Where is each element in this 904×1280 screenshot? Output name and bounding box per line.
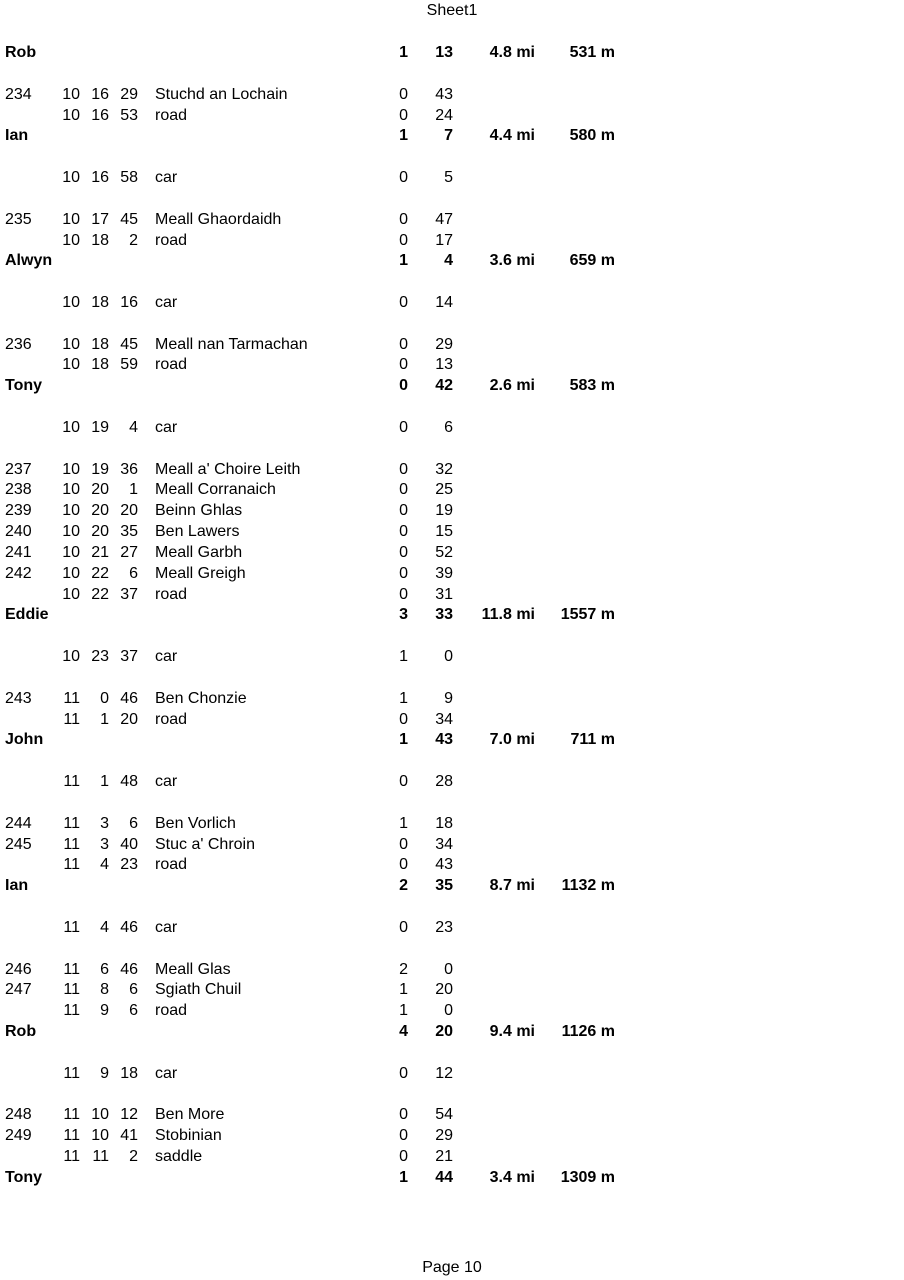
duration-hours: 0 [399,294,408,311]
distance: 4.8 mi [489,44,535,61]
table-row [0,480,904,500]
duration-hours: 0 [399,356,408,374]
duration-minutes: 9 [444,689,453,707]
duration-minutes: 4 [444,252,453,270]
duration-minutes: 20 [435,1023,453,1040]
duration-minutes: 24 [435,106,453,124]
duration-hours: 1 [399,252,408,270]
duration-minutes: 21 [435,1148,453,1165]
duration-hours: 0 [399,543,408,561]
time-second: 16 [120,294,138,311]
place-name: Meall Greigh [155,564,246,582]
hill-number: 248 [5,1106,32,1124]
duration-hours: 0 [399,564,408,582]
place-name: car [155,648,178,666]
place-name: car [155,169,178,186]
ascent: 659 m [569,252,615,270]
time-hour: 11 [63,856,80,874]
hill-number: 238 [5,481,32,499]
duration-hours: 1 [399,1168,408,1186]
place-name: Meall Glas [155,960,231,978]
time-hour: 11 [63,835,80,853]
place-name: road [155,1002,188,1020]
time-minute: 18 [91,356,109,374]
table-row [0,543,904,563]
time-minute: 20 [91,523,109,541]
duration-hours: 1 [399,981,408,999]
table-row [0,980,904,1000]
place-name: saddle [155,1148,203,1165]
time-hour: 10 [62,585,80,603]
place-name: car [155,918,178,936]
duration-hours: 0 [399,85,408,103]
time-hour: 11 [63,1064,80,1082]
place-name: Ben More [155,1106,225,1124]
place-name: car [155,294,178,311]
time-hour: 11 [63,689,80,707]
hill-number: 247 [5,981,32,999]
summary-row [0,376,904,396]
ascent: 711 m [570,731,615,749]
ascent: 1126 m [561,1023,615,1040]
table-row [0,835,904,855]
table-row [0,355,904,375]
place-name: Sgiath Chuil [155,981,242,999]
time-minute: 11 [92,1148,109,1165]
walker-name: Ian [5,877,29,895]
duration-minutes: 42 [435,377,453,395]
time-second: 37 [120,648,138,666]
duration-minutes: 54 [435,1106,453,1124]
sheet-title: Sheet1 [426,2,478,19]
duration-minutes: 23 [435,918,453,936]
time-hour: 10 [62,335,80,353]
place-name: Stuchd an Lochain [155,85,288,103]
table-row [0,335,904,355]
time-minute: 4 [100,856,109,874]
summary-row [0,1168,904,1188]
walker-name: Tony [5,1168,43,1186]
table-row [0,710,904,730]
place-name: road [155,231,188,249]
duration-hours: 1 [399,689,408,707]
duration-hours: 0 [399,585,408,603]
duration-minutes: 29 [435,1127,453,1145]
time-hour: 10 [62,523,80,541]
place-name: Meall Corranaich [155,481,276,499]
duration-minutes: 7 [444,127,453,145]
time-minute: 6 [100,960,109,978]
duration-hours: 2 [399,877,408,895]
time-minute: 1 [100,710,109,728]
table-row [0,293,904,313]
duration-hours: 0 [399,460,408,478]
duration-hours: 0 [399,918,408,936]
time-minute: 10 [91,1106,109,1124]
time-minute: 18 [91,335,109,353]
duration-minutes: 13 [435,44,453,61]
time-second: 46 [120,689,138,707]
time-hour: 10 [62,543,80,561]
time-second: 6 [129,1002,138,1020]
duration-minutes: 0 [444,648,453,666]
walker-name: Rob [5,44,37,61]
duration-minutes: 31 [435,585,453,603]
duration-hours: 1 [399,1002,408,1020]
table-row [0,210,904,230]
table-row [0,85,904,105]
duration-hours: 0 [399,106,408,124]
duration-minutes: 43 [435,731,453,749]
duration-minutes: 29 [435,335,453,353]
ascent: 1557 m [560,606,615,624]
distance: 11.8 mi [481,606,535,624]
duration-minutes: 5 [444,169,453,186]
walker-name: Tony [5,377,43,395]
table-row [0,522,904,542]
duration-hours: 0 [399,710,408,728]
table-row [0,647,904,667]
time-hour: 11 [63,1106,80,1124]
time-minute: 23 [91,648,109,666]
time-minute: 0 [100,689,109,707]
ascent: 583 m [569,377,615,395]
walker-name: Alwyn [5,252,53,270]
duration-hours: 1 [399,44,408,61]
duration-minutes: 17 [435,231,453,249]
duration-minutes: 19 [435,502,453,520]
time-second: 20 [120,710,138,728]
place-name: road [155,856,188,874]
time-second: 6 [129,814,138,832]
summary-row [0,126,904,146]
table-row [0,1126,904,1146]
table-row [0,1001,904,1021]
summary-row [0,251,904,271]
time-hour: 10 [62,106,80,124]
ascent: 1309 m [560,1168,615,1186]
hill-number: 244 [5,814,32,832]
time-minute: 4 [100,918,109,936]
place-name: Meall Ghaordaidh [155,210,282,228]
table-row [0,564,904,584]
ascent: 531 m [569,44,615,61]
time-second: 48 [120,773,138,790]
summary-row [0,1022,904,1042]
duration-minutes: 43 [435,85,453,103]
place-name: road [155,585,188,603]
place-name: car [155,1064,178,1082]
time-second: 2 [129,231,138,249]
hill-number: 241 [5,543,32,561]
duration-hours: 0 [399,481,408,499]
duration-hours: 1 [399,731,408,749]
table-row [0,960,904,980]
place-name: car [155,773,178,790]
table-row [0,460,904,480]
hill-number: 249 [5,1127,32,1145]
duration-minutes: 39 [435,564,453,582]
duration-minutes: 47 [435,210,453,228]
place-name: Stuc a' Chroin [155,835,255,853]
place-name: Meall a' Choire Leith [155,460,301,478]
duration-hours: 0 [399,502,408,520]
walker-name: Ian [5,127,29,145]
hill-number: 240 [5,523,32,541]
table-row [0,1147,904,1167]
time-hour: 11 [63,814,80,832]
walker-name: John [5,731,44,749]
distance: 3.6 mi [489,252,535,270]
summary-row [0,876,904,896]
time-second: 20 [120,502,138,520]
duration-hours: 0 [399,231,408,249]
table-row [0,501,904,521]
table-row [0,918,904,938]
time-hour: 10 [62,648,80,666]
duration-hours: 0 [399,169,408,186]
table-row [0,1064,904,1084]
hill-number: 246 [5,960,32,978]
time-minute: 18 [91,294,109,311]
duration-hours: 0 [399,377,408,395]
time-minute: 17 [91,210,109,228]
duration-hours: 0 [399,1064,408,1082]
time-minute: 19 [91,418,109,436]
time-minute: 20 [91,481,109,499]
duration-minutes: 32 [435,460,453,478]
table-row [0,689,904,709]
time-second: 37 [120,585,138,603]
time-hour: 11 [63,918,80,936]
duration-hours: 1 [399,648,408,666]
hill-number: 237 [5,460,32,478]
time-hour: 10 [62,460,80,478]
time-second: 4 [129,418,138,436]
duration-minutes: 25 [435,481,453,499]
duration-hours: 1 [399,127,408,145]
time-hour: 10 [62,418,80,436]
duration-minutes: 14 [435,294,453,311]
duration-minutes: 0 [444,960,453,978]
duration-hours: 0 [399,210,408,228]
table-row [0,814,904,834]
time-minute: 16 [91,169,109,186]
place-name: road [155,710,188,728]
time-second: 35 [120,523,138,541]
time-minute: 16 [91,106,109,124]
place-name: Ben Chonzie [155,689,247,707]
duration-minutes: 35 [435,877,453,895]
time-second: 23 [120,856,138,874]
time-second: 36 [120,460,138,478]
place-name: Stobinian [155,1127,222,1145]
table-row [0,1105,904,1125]
table-row [0,585,904,605]
duration-minutes: 43 [435,856,453,874]
time-hour: 11 [63,773,80,790]
duration-minutes: 28 [435,773,453,790]
place-name: Meall nan Tarmachan [155,335,308,353]
hill-number: 236 [5,335,32,353]
time-minute: 10 [91,1127,109,1145]
time-hour: 10 [62,356,80,374]
distance: 7.0 mi [489,731,535,749]
time-second: 12 [120,1106,138,1124]
time-hour: 11 [63,981,80,999]
table-row [0,418,904,438]
duration-minutes: 34 [435,710,453,728]
time-hour: 11 [63,1148,80,1165]
duration-minutes: 34 [435,835,453,853]
time-second: 45 [120,335,138,353]
table-row [0,231,904,251]
time-second: 41 [120,1127,138,1145]
time-second: 40 [120,835,138,853]
duration-hours: 0 [399,523,408,541]
walker-name: Eddie [5,606,49,624]
duration-minutes: 15 [435,523,453,541]
time-hour: 11 [63,1002,80,1020]
duration-hours: 3 [399,606,408,624]
duration-minutes: 13 [435,356,453,374]
duration-hours: 0 [399,1127,408,1145]
time-minute: 9 [100,1002,109,1020]
time-hour: 10 [62,502,80,520]
hill-number: 239 [5,502,32,520]
duration-minutes: 6 [444,418,453,436]
duration-minutes: 18 [435,814,453,832]
time-hour: 10 [62,210,80,228]
duration-hours: 2 [399,960,408,978]
distance: 3.4 mi [489,1168,535,1186]
time-hour: 11 [63,960,80,978]
time-second: 59 [120,356,138,374]
time-second: 46 [120,918,138,936]
duration-minutes: 0 [444,1002,453,1020]
time-second: 46 [120,960,138,978]
time-minute: 20 [91,502,109,520]
duration-minutes: 44 [435,1168,453,1186]
time-second: 29 [120,85,138,103]
duration-minutes: 20 [435,981,453,999]
time-minute: 9 [100,1064,109,1082]
time-hour: 11 [63,710,80,728]
walker-name: Rob [5,1023,37,1040]
time-minute: 16 [91,85,109,103]
duration-hours: 0 [399,1106,408,1124]
time-minute: 3 [100,814,109,832]
table-row [0,772,904,792]
place-name: Meall Garbh [155,543,243,561]
hill-number: 234 [5,85,32,103]
time-second: 6 [129,564,138,582]
time-second: 27 [120,543,138,561]
time-second: 2 [129,1148,138,1165]
duration-hours: 1 [399,814,408,832]
time-minute: 22 [91,585,109,603]
duration-hours: 4 [399,1023,408,1040]
time-second: 53 [120,106,138,124]
ascent: 580 m [569,127,615,145]
time-second: 58 [120,169,138,186]
place-name: road [155,356,188,374]
distance: 8.7 mi [489,877,535,895]
time-hour: 10 [62,85,80,103]
table-row [0,106,904,126]
distance: 2.6 mi [489,377,535,395]
ascent: 1132 m [561,877,615,895]
place-name: car [155,418,178,436]
duration-hours: 0 [399,856,408,874]
table-row [0,855,904,875]
duration-hours: 0 [399,835,408,853]
time-minute: 22 [91,564,109,582]
time-second: 45 [120,210,138,228]
duration-minutes: 33 [435,606,453,624]
time-minute: 19 [91,460,109,478]
duration-minutes: 52 [435,543,453,561]
time-second: 18 [120,1064,138,1082]
time-second: 6 [129,981,138,999]
time-minute: 18 [91,231,109,249]
hill-number: 243 [5,689,32,707]
place-name: Ben Vorlich [155,814,236,832]
time-hour: 10 [62,564,80,582]
summary-row [0,605,904,625]
distance: 9.4 mi [489,1023,535,1040]
duration-hours: 0 [399,418,408,436]
summary-row [0,43,904,63]
hill-number: 245 [5,835,32,853]
place-name: Beinn Ghlas [155,502,243,520]
time-hour: 10 [62,481,80,499]
time-hour: 10 [62,294,80,311]
duration-minutes: 12 [435,1064,453,1082]
page-number: Page 10 [422,1259,482,1276]
summary-row [0,730,904,750]
distance: 4.4 mi [489,127,535,145]
time-minute: 3 [100,835,109,853]
hill-number: 242 [5,564,32,582]
time-hour: 10 [62,169,80,186]
time-minute: 8 [100,981,109,999]
table-row [0,168,904,188]
time-minute: 1 [100,773,109,790]
time-hour: 11 [63,1127,80,1145]
duration-hours: 0 [399,773,408,790]
duration-hours: 0 [399,1148,408,1165]
time-minute: 21 [91,543,109,561]
place-name: road [155,106,188,124]
time-second: 1 [129,481,138,499]
hill-number: 235 [5,210,32,228]
duration-hours: 0 [399,335,408,353]
place-name: Ben Lawers [155,523,240,541]
time-hour: 10 [62,231,80,249]
